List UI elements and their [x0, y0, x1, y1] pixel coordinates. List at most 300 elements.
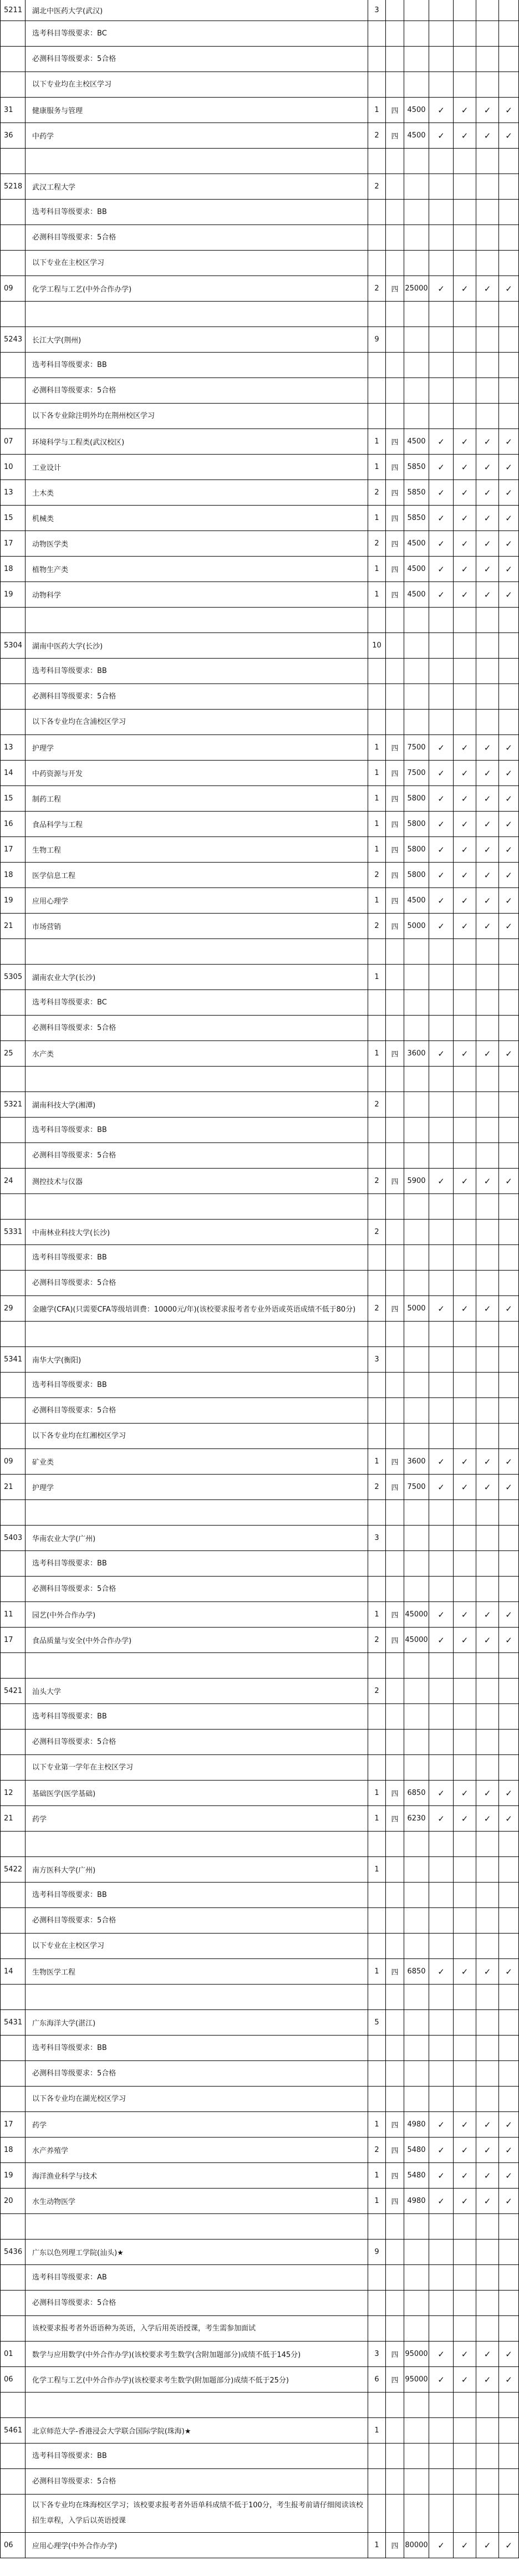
empty-cell: [368, 1985, 386, 2009]
major-code: 15: [0, 786, 26, 811]
empty-cell: [386, 1092, 404, 1117]
empty-cell: [476, 2469, 499, 2494]
note-row: [0, 1883, 519, 1908]
school-name: 华南农业大学(广州): [26, 1526, 368, 1550]
requirement-note: 选考科目等级要求：BC: [26, 21, 368, 46]
empty-cell: [454, 353, 476, 378]
study-years: 四: [386, 1628, 404, 1652]
major-row: [0, 429, 519, 455]
empty-cell: [454, 149, 476, 174]
empty-cell: [454, 47, 476, 72]
note-row: [0, 1245, 519, 1271]
empty-cell: [454, 72, 476, 97]
plan-count: 1: [368, 965, 386, 989]
tuition-fee: 6850: [404, 1959, 429, 1984]
empty-cell: [368, 149, 386, 174]
tuition-fee: 3600: [404, 1041, 429, 1066]
empty-cell: [26, 1985, 368, 2009]
check-mark: ✓: [499, 1449, 519, 1474]
check-mark: ✓: [499, 531, 519, 556]
requirement-note: 以下专业在主校区学习: [26, 251, 368, 276]
plan-count: 1: [368, 1041, 386, 1066]
empty-cell: [368, 684, 386, 709]
check-mark: ✓: [429, 2189, 454, 2213]
major-name: 制药工程: [26, 786, 368, 811]
empty-cell: [476, 1934, 499, 1958]
requirement-note: 以下专业在主校区学习: [26, 1934, 368, 1958]
empty-cell: [0, 2444, 26, 2468]
major-code: 17: [0, 1628, 26, 1652]
check-mark: ✓: [454, 557, 476, 581]
empty-cell: [386, 1271, 404, 1295]
plan-count: 1: [368, 888, 386, 913]
major-code: 07: [0, 429, 26, 454]
empty-cell: [476, 1832, 499, 1856]
spacer-row: [0, 608, 519, 633]
empty-cell: [386, 2265, 404, 2290]
empty-cell: [404, 2265, 429, 2290]
check-mark: ✓: [429, 531, 454, 556]
empty-cell: [386, 684, 404, 709]
empty-cell: [26, 302, 368, 327]
empty-cell: [0, 2291, 26, 2315]
empty-cell: [404, 1067, 429, 1091]
empty-cell: [476, 47, 499, 72]
empty-cell: [429, 1526, 454, 1550]
empty-cell: [404, 1092, 429, 1117]
major-code: 01: [0, 2342, 26, 2366]
check-mark: ✓: [429, 863, 454, 887]
empty-cell: [499, 2061, 519, 2086]
empty-cell: [499, 1704, 519, 1729]
school-name: 南华大学(衡阳): [26, 1347, 368, 1372]
empty-cell: [0, 1322, 26, 1346]
check-mark: ✓: [454, 276, 476, 301]
major-row: [0, 557, 519, 582]
check-mark: ✓: [454, 2163, 476, 2188]
major-code: 21: [0, 1806, 26, 1831]
empty-cell: [386, 633, 404, 658]
empty-cell: [0, 1730, 26, 1754]
empty-cell: [404, 2393, 429, 2417]
requirement-note: 必测科目等级要求：5合格: [26, 1271, 368, 1295]
empty-cell: [429, 353, 454, 378]
check-mark: ✓: [499, 812, 519, 836]
empty-cell: [476, 2291, 499, 2315]
empty-cell: [386, 2495, 404, 2532]
major-name: 土木类: [26, 480, 368, 505]
empty-cell: [0, 1883, 26, 1907]
empty-cell: [499, 1500, 519, 1525]
empty-cell: [476, 2214, 499, 2239]
check-mark: ✓: [499, 557, 519, 581]
empty-cell: [368, 1322, 386, 1346]
empty-cell: [429, 1322, 454, 1346]
tuition-fee: 5480: [404, 2163, 429, 2188]
check-mark: ✓: [429, 480, 454, 505]
check-mark: ✓: [499, 506, 519, 530]
empty-cell: [499, 2495, 519, 2532]
tuition-fee: 7500: [404, 1475, 429, 1499]
major-code: 19: [0, 888, 26, 913]
major-code: 09: [0, 276, 26, 301]
empty-cell: [386, 1857, 404, 1882]
empty-cell: [386, 353, 404, 378]
empty-cell: [26, 1322, 368, 1346]
major-name: 数学与应用数学(中外合作办学)(该校要求考生数学(含附加题部分)成绩不低于145分): [26, 2342, 368, 2366]
tuition-fee: 6230: [404, 1806, 429, 1831]
empty-cell: [476, 1577, 499, 1601]
check-mark: ✓: [476, 1449, 499, 1474]
school-code: 5304: [0, 633, 26, 658]
check-mark: ✓: [429, 1781, 454, 1805]
empty-cell: [454, 1653, 476, 1678]
check-mark: ✓: [499, 455, 519, 480]
empty-cell: [499, 659, 519, 683]
empty-cell: [0, 72, 26, 97]
empty-cell: [0, 2061, 26, 2086]
plan-count: 5: [368, 2010, 386, 2035]
check-mark: ✓: [499, 1169, 519, 1193]
major-row: [0, 1296, 519, 1322]
empty-cell: [0, 302, 26, 327]
empty-cell: [499, 1092, 519, 1117]
check-mark: ✓: [476, 455, 499, 480]
check-mark: ✓: [429, 1169, 454, 1193]
study-years: 四: [386, 2138, 404, 2162]
major-name: 生物医学工程: [26, 1959, 368, 1984]
major-code: 18: [0, 863, 26, 887]
note-row: [0, 378, 519, 404]
empty-cell: [368, 2316, 386, 2341]
school-code: 5331: [0, 1220, 26, 1244]
empty-cell: [476, 633, 499, 658]
study-years: 四: [386, 2163, 404, 2188]
major-code: 09: [0, 1449, 26, 1474]
check-mark: ✓: [499, 786, 519, 811]
empty-cell: [476, 1526, 499, 1550]
major-row: [0, 1781, 519, 1806]
empty-cell: [404, 2036, 429, 2060]
empty-cell: [476, 21, 499, 46]
note-row: [0, 2316, 519, 2342]
note-row: [0, 2087, 519, 2112]
empty-cell: [404, 2418, 429, 2443]
empty-cell: [386, 1985, 404, 2009]
empty-cell: [454, 21, 476, 46]
empty-cell: [499, 378, 519, 403]
empty-cell: [386, 327, 404, 352]
empty-cell: [0, 21, 26, 46]
empty-cell: [429, 608, 454, 632]
empty-cell: [429, 1118, 454, 1142]
empty-cell: [0, 1424, 26, 1448]
check-mark: ✓: [429, 786, 454, 811]
empty-cell: [476, 1755, 499, 1780]
note-row: [0, 1424, 519, 1449]
empty-cell: [499, 1985, 519, 2009]
empty-cell: [368, 1577, 386, 1601]
requirement-note: 选考科目等级要求：BB: [26, 200, 368, 225]
major-code: 14: [0, 1959, 26, 1984]
empty-cell: [404, 174, 429, 199]
empty-cell: [368, 1755, 386, 1780]
empty-cell: [404, 302, 429, 327]
empty-cell: [499, 1322, 519, 1346]
tuition-fee: 7500: [404, 735, 429, 760]
empty-cell: [499, 1679, 519, 1703]
study-years: 四: [386, 2367, 404, 2392]
empty-cell: [429, 404, 454, 429]
school-row: [0, 1220, 519, 1245]
empty-cell: [368, 1934, 386, 1958]
major-code: 17: [0, 837, 26, 862]
check-mark: ✓: [454, 455, 476, 480]
check-mark: ✓: [476, 1041, 499, 1066]
empty-cell: [368, 1067, 386, 1091]
check-mark: ✓: [499, 1806, 519, 1831]
check-mark: ✓: [454, 1169, 476, 1193]
empty-cell: [386, 404, 404, 429]
empty-cell: [386, 2316, 404, 2341]
empty-cell: [404, 990, 429, 1015]
major-code: 16: [0, 812, 26, 836]
empty-cell: [429, 1398, 454, 1423]
empty-cell: [499, 1883, 519, 1907]
study-years: 四: [386, 1806, 404, 1831]
requirement-note: 必测科目等级要求：5合格: [26, 2469, 368, 2494]
empty-cell: [454, 2316, 476, 2341]
empty-cell: [476, 1194, 499, 1219]
empty-cell: [386, 1934, 404, 1958]
tuition-fee: 4500: [404, 888, 429, 913]
tuition-fee: 6850: [404, 1781, 429, 1805]
check-mark: ✓: [429, 2342, 454, 2366]
major-name: 金融学(CFA)(只需要CFA等级培训费：10000元/年)(该校要求报考者专业外语或英语成绩不低于80分): [26, 1296, 368, 1321]
check-mark: ✓: [429, 1602, 454, 1627]
plan-count: 2: [368, 123, 386, 148]
school-name: 中南林业科技大学(长沙): [26, 1220, 368, 1244]
check-mark: ✓: [454, 761, 476, 785]
empty-cell: [454, 1118, 476, 1142]
empty-cell: [454, 1500, 476, 1525]
note-row: [0, 2291, 519, 2316]
empty-cell: [499, 1755, 519, 1780]
plan-count: 1: [368, 2189, 386, 2213]
empty-cell: [454, 378, 476, 403]
empty-cell: [499, 2393, 519, 2417]
empty-cell: [368, 1398, 386, 1423]
note-row: [0, 2036, 519, 2061]
empty-cell: [476, 200, 499, 225]
empty-cell: [476, 327, 499, 352]
empty-cell: [386, 659, 404, 683]
study-years: 四: [386, 735, 404, 760]
empty-cell: [429, 1194, 454, 1219]
empty-cell: [476, 2418, 499, 2443]
empty-cell: [0, 2469, 26, 2494]
empty-cell: [368, 1832, 386, 1856]
major-row: [0, 2112, 519, 2138]
empty-cell: [476, 659, 499, 683]
empty-cell: [476, 1985, 499, 2009]
empty-cell: [368, 1908, 386, 1933]
check-mark: ✓: [476, 914, 499, 938]
check-mark: ✓: [454, 1296, 476, 1321]
empty-cell: [429, 1016, 454, 1040]
empty-cell: [429, 1424, 454, 1448]
major-row: [0, 1449, 519, 1475]
check-mark: ✓: [454, 2342, 476, 2366]
empty-cell: [386, 0, 404, 21]
tuition-fee: 5800: [404, 837, 429, 862]
tuition-fee: 4500: [404, 123, 429, 148]
major-name: 健康服务与管理: [26, 98, 368, 123]
empty-cell: [476, 1730, 499, 1754]
check-mark: ✓: [429, 455, 454, 480]
empty-cell: [0, 1551, 26, 1576]
major-row: [0, 455, 519, 480]
empty-cell: [476, 225, 499, 250]
school-row: [0, 2010, 519, 2036]
study-years: 四: [386, 2189, 404, 2213]
school-code: 5243: [0, 327, 26, 352]
study-years: 四: [386, 557, 404, 581]
plan-count: 1: [368, 786, 386, 811]
school-name: 湖南科技大学(湘潭): [26, 1092, 368, 1117]
school-code: 5436: [0, 2240, 26, 2264]
empty-cell: [454, 2393, 476, 2417]
major-row: [0, 1806, 519, 1832]
empty-cell: [499, 72, 519, 97]
school-row: [0, 1347, 519, 1373]
check-mark: ✓: [476, 2342, 499, 2366]
check-mark: ✓: [429, 1296, 454, 1321]
empty-cell: [0, 1832, 26, 1856]
tuition-fee: 4500: [404, 98, 429, 123]
tuition-fee: 45000: [404, 1628, 429, 1652]
empty-cell: [429, 710, 454, 734]
empty-cell: [404, 1985, 429, 2009]
empty-cell: [386, 2214, 404, 2239]
empty-cell: [429, 1857, 454, 1882]
school-name: 湖北中医药大学(武汉): [26, 0, 368, 21]
check-mark: ✓: [454, 2367, 476, 2392]
major-name: 植物生产类: [26, 557, 368, 581]
empty-cell: [404, 47, 429, 72]
empty-cell: [404, 1704, 429, 1729]
empty-cell: [386, 72, 404, 97]
empty-cell: [386, 1679, 404, 1703]
empty-cell: [499, 21, 519, 46]
major-name: 生物工程: [26, 837, 368, 862]
check-mark: ✓: [454, 1449, 476, 1474]
empty-cell: [368, 404, 386, 429]
empty-cell: [368, 710, 386, 734]
empty-cell: [476, 990, 499, 1015]
school-code: 5461: [0, 2418, 26, 2443]
tuition-fee: 5900: [404, 1169, 429, 1193]
empty-cell: [476, 1118, 499, 1142]
empty-cell: [0, 1194, 26, 1219]
empty-cell: [368, 1653, 386, 1678]
note-row: [0, 251, 519, 276]
empty-cell: [386, 1245, 404, 1270]
note-row: [0, 1016, 519, 1041]
school-row: [0, 0, 519, 21]
check-mark: ✓: [476, 1628, 499, 1652]
empty-cell: [499, 1857, 519, 1882]
tuition-fee: 5800: [404, 812, 429, 836]
study-years: 四: [386, 1602, 404, 1627]
plan-count: 2: [368, 531, 386, 556]
spacer-row: [0, 1322, 519, 1347]
empty-cell: [499, 353, 519, 378]
check-mark: ✓: [499, 2367, 519, 2392]
empty-cell: [0, 2393, 26, 2417]
check-mark: ✓: [454, 735, 476, 760]
empty-cell: [0, 1398, 26, 1423]
empty-cell: [476, 1704, 499, 1729]
empty-cell: [429, 633, 454, 658]
empty-cell: [454, 1143, 476, 1168]
plan-count: 3: [368, 2342, 386, 2366]
plan-count: 2: [368, 1628, 386, 1652]
empty-cell: [0, 2214, 26, 2239]
empty-cell: [429, 2265, 454, 2290]
empty-cell: [404, 327, 429, 352]
tuition-fee: 4500: [404, 582, 429, 607]
empty-cell: [0, 149, 26, 174]
empty-cell: [386, 1118, 404, 1142]
empty-cell: [0, 1118, 26, 1142]
requirement-note: 选考科目等级要求：AB: [26, 2265, 368, 2290]
major-row: [0, 98, 519, 123]
empty-cell: [429, 990, 454, 1015]
plan-count: 2: [368, 1679, 386, 1703]
check-mark: ✓: [476, 1169, 499, 1193]
empty-cell: [0, 2316, 26, 2341]
empty-cell: [404, 1500, 429, 1525]
empty-cell: [386, 1322, 404, 1346]
empty-cell: [26, 1194, 368, 1219]
major-code: 15: [0, 506, 26, 530]
empty-cell: [429, 2291, 454, 2315]
tuition-fee: 4500: [404, 531, 429, 556]
empty-cell: [404, 1934, 429, 1958]
empty-cell: [404, 1755, 429, 1780]
empty-cell: [429, 965, 454, 989]
check-mark: ✓: [429, 557, 454, 581]
empty-cell: [499, 1526, 519, 1550]
major-code: 31: [0, 98, 26, 123]
check-mark: ✓: [499, 735, 519, 760]
note-row: [0, 1373, 519, 1398]
empty-cell: [386, 2291, 404, 2315]
check-mark: ✓: [476, 429, 499, 454]
note-row: [0, 1908, 519, 1934]
plan-count: 2: [368, 276, 386, 301]
empty-cell: [368, 378, 386, 403]
requirement-note: 必测科目等级要求：5合格: [26, 1016, 368, 1040]
major-name: 工业设计: [26, 455, 368, 480]
empty-cell: [386, 21, 404, 46]
check-mark: ✓: [454, 582, 476, 607]
empty-cell: [499, 1424, 519, 1448]
empty-cell: [454, 1857, 476, 1882]
empty-cell: [454, 251, 476, 276]
empty-cell: [368, 1194, 386, 1219]
